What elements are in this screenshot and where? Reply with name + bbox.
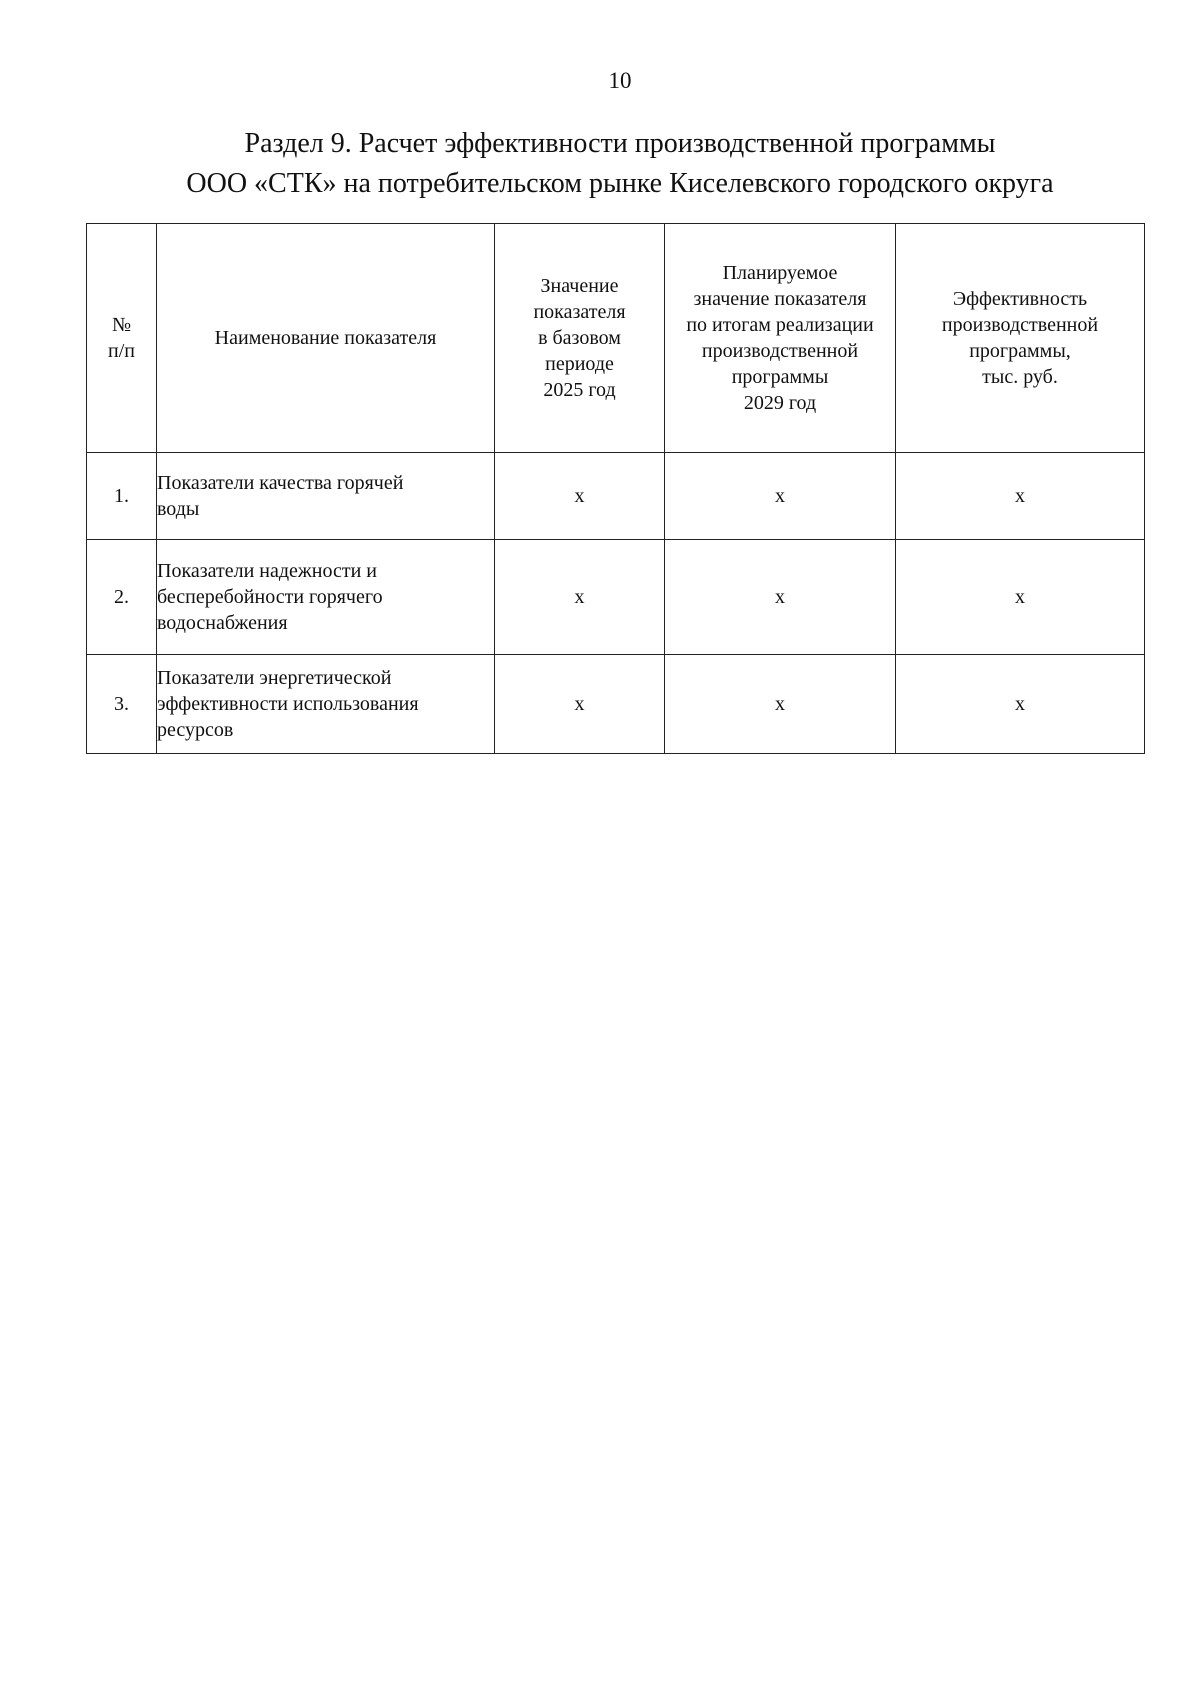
row-efficiency: х [896, 540, 1145, 655]
page-number: 10 [608, 68, 632, 93]
header-base-value-line: в базовом [538, 327, 621, 349]
header-base-value-line: 2025 год [543, 379, 616, 401]
row-efficiency: х [896, 655, 1145, 754]
header-indicator-name-line: Наименование показателя [214, 327, 437, 349]
header-planned-value-line: 2029 год [743, 392, 817, 414]
section-title [0, 124, 1200, 204]
header-indicator-name [157, 224, 495, 453]
row-indicator-name-line: ресурсов [157, 719, 234, 741]
row-base-value: х [495, 655, 665, 754]
row-planned-value: х [665, 655, 896, 754]
row-number: 2. [87, 540, 157, 655]
row-indicator-name-line: Показатели энергетической [157, 667, 392, 689]
header-number-line: п/п [108, 340, 135, 362]
row-indicator-name [157, 540, 495, 655]
row-indicator-name [157, 453, 495, 540]
header-number-line: № [111, 314, 132, 336]
row-indicator-name [157, 655, 495, 754]
header-planned-value [665, 224, 896, 453]
row-number: 3. [87, 655, 157, 754]
header-planned-value-line: производственной [701, 340, 859, 362]
row-number: 1. [87, 453, 157, 540]
header-planned-value-line: программы [731, 366, 829, 388]
row-indicator-name-line: эффективности использования [157, 693, 419, 715]
header-planned-value-line: по итогам реализации [686, 314, 874, 336]
header-efficiency-line: производственной [941, 314, 1099, 336]
header-base-value-line: показателя [533, 301, 626, 323]
row-planned-value: х [665, 540, 896, 655]
table-row [87, 540, 1145, 655]
header-base-value-line: периоде [545, 353, 614, 375]
header-number [87, 224, 157, 453]
header-planned-value-line: Планируемое [722, 262, 838, 284]
row-efficiency: х [896, 453, 1145, 540]
header-efficiency [896, 224, 1145, 453]
row-base-value: х [495, 453, 665, 540]
header-base-value-line: Значение [540, 275, 619, 297]
row-planned-value: х [665, 453, 896, 540]
row-indicator-name-line: бесперебойности горячего [157, 586, 383, 608]
header-efficiency-line: Эффективность [952, 288, 1088, 310]
header-base-value [495, 224, 665, 453]
section-title-line-2: ООО «СТК» на потребительском рынке Киселевского городского округа [186, 168, 1054, 199]
row-indicator-name-line: воды [157, 498, 200, 520]
table-header-row [87, 224, 1145, 453]
header-planned-value-line: значение показателя [693, 288, 867, 310]
header-efficiency-line: программы, [969, 340, 1071, 362]
table-row [87, 655, 1145, 754]
header-efficiency-line: тыс. руб. [982, 366, 1058, 388]
row-base-value: х [495, 540, 665, 655]
table-row [87, 453, 1145, 540]
row-indicator-name-line: Показатели качества горячей [157, 472, 404, 494]
row-indicator-name-line: водоснабжения [157, 612, 288, 634]
efficiency-table [86, 223, 1145, 754]
row-indicator-name-line: Показатели надежности и [157, 560, 377, 582]
section-title-line-1: Раздел 9. Расчет эффективности производственной программы [244, 128, 996, 159]
